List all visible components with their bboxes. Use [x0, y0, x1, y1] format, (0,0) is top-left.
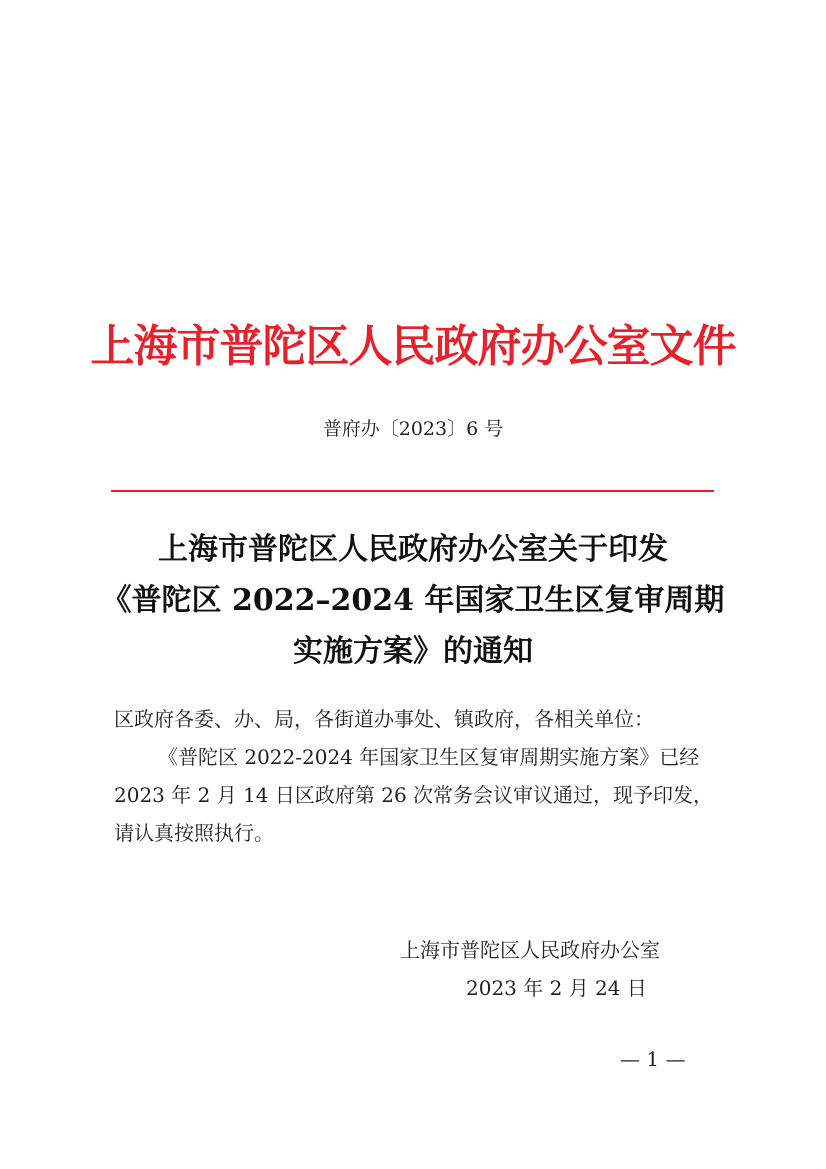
body-paragraph-line: 《普陀区 2022-2024 年国家卫生区复审周期实施方案》已经: [158, 745, 700, 769]
signature-date: 2023 年 2 月 24 日: [466, 976, 647, 1000]
notice-body: [114, 700, 726, 852]
signature-organization: 上海市普陀区人民政府办公室: [400, 938, 660, 962]
addressee-line: 区政府各委、办、局，各街道办事处、镇政府，各相关单位：: [114, 707, 654, 731]
notice-title: [0, 524, 826, 677]
body-paragraph-line: 请认真按照执行。: [114, 821, 274, 845]
body-paragraph-line: 2023 年 2 月 14 日区政府第 26 次常务会议审议通过，现予印发，: [114, 783, 714, 807]
notice-title-line: 上海市普陀区人民政府办公室关于印发: [158, 532, 668, 567]
notice-title-line: 《普陀区 2022–2024 年国家卫生区复审周期: [101, 583, 725, 618]
page-number: — 1 —: [620, 1047, 686, 1071]
document-number: 普府办〔2023〕6 号: [322, 418, 504, 440]
notice-title-line: 实施方案》的通知: [293, 634, 533, 669]
red-separator-line: [111, 490, 714, 492]
document-header-title: 上海市普陀区人民政府办公室文件: [90, 321, 736, 372]
